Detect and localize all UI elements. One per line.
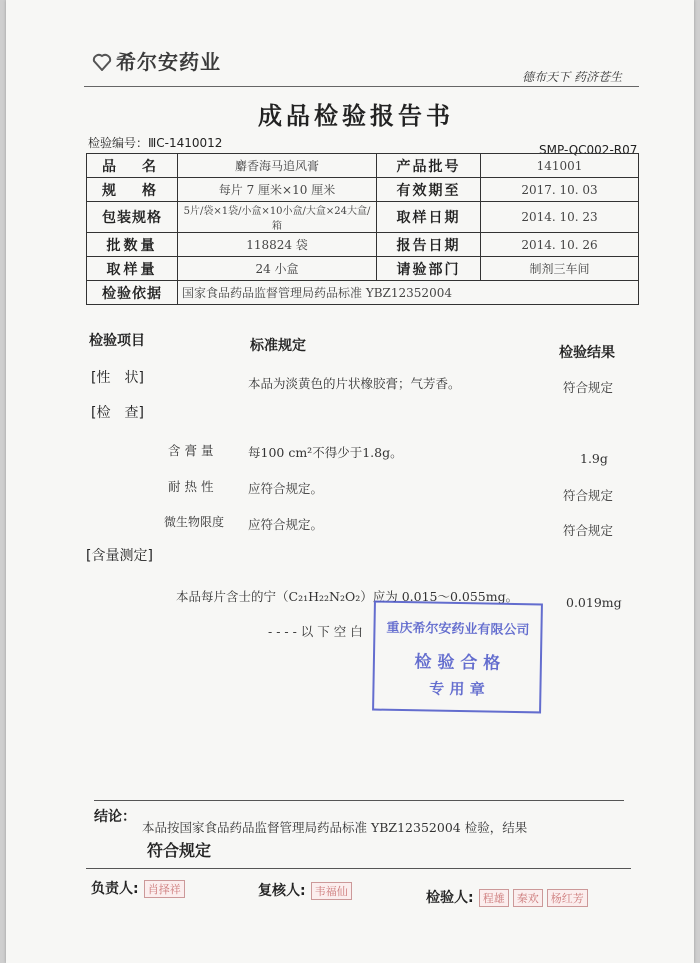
appearance-result: 符合规定 <box>563 380 614 395</box>
reviewer-signature <box>258 880 356 900</box>
table-row <box>87 257 639 281</box>
responsible-name: 肖择祥 <box>144 880 185 898</box>
content-std: 每100 cm²不得少于1.8g。 <box>248 445 403 460</box>
basis-label: 检验依据 <box>87 281 178 305</box>
report-number-value: ⅢC-1410012 <box>148 136 223 150</box>
table-row <box>87 281 639 305</box>
inspector-name-1: 程雄 <box>479 889 509 907</box>
heart-logo-icon <box>92 53 112 71</box>
table-row <box>87 178 639 202</box>
stamp-company: 重庆希尔安药业有限公司 <box>386 620 530 639</box>
inspector-name-2: 秦欢 <box>513 889 543 907</box>
appearance-label: [性 状] <box>91 370 144 386</box>
appearance-std: 本品为淡黄色的片状橡胶膏；气芳香。 <box>248 376 461 391</box>
conclusion-text: 本品按国家食品药品监督管理局药品标准 YBZ12352004 检验，结果 <box>142 820 528 835</box>
report-date-label: 报告日期 <box>377 233 481 257</box>
check-label: [检 查] <box>91 405 144 421</box>
table-row <box>87 154 639 178</box>
batch-label: 产品批号 <box>377 154 481 178</box>
page-title: 成品检验报告书 <box>258 102 454 130</box>
header-divider <box>84 86 639 87</box>
table-row <box>87 202 639 233</box>
conclusion-verdict: 符合规定 <box>147 841 212 860</box>
name-value: 麝香海马追风膏 <box>178 154 377 178</box>
qty-value: 118824 袋 <box>178 233 377 257</box>
assay-label: [含量测定] <box>86 548 153 564</box>
assay-std: 本品每片含士的宁（C₂₁H₂₂N₂O₂）应为 0.015～0.055mg。 <box>176 589 519 604</box>
inspector-name-3: 杨红芳 <box>547 889 588 907</box>
micro-std: 应符合规定。 <box>248 517 324 532</box>
stamp-pass: 检 验 合 格 <box>414 652 501 674</box>
sample-qty-value: 24 小盒 <box>178 257 377 281</box>
micro-label: 微生物限度 <box>164 515 225 529</box>
dept-label: 请验部门 <box>377 257 481 281</box>
name-label: 品 名 <box>87 154 178 178</box>
blank-line: - - - - 以 下 空 白 <box>268 624 363 639</box>
col-std-header: 标准规定 <box>250 338 306 354</box>
sample-date-label: 取样日期 <box>377 202 481 233</box>
spec-label: 规 格 <box>87 178 178 202</box>
micro-result: 符合规定 <box>563 523 614 538</box>
report-date-value: 2014. 10. 26 <box>481 233 639 257</box>
dept-value: 制剂三车间 <box>481 257 639 281</box>
expiry-value: 2017. 10. 03 <box>481 178 639 202</box>
basis-value: 国家食品药品监督管理局药品标准 YBZ12352004 <box>178 281 639 305</box>
inspector-label: 检验人: <box>426 890 474 906</box>
heat-label: 耐 热 性 <box>168 479 214 494</box>
slogan: 德布天下 药济苍生 <box>522 70 622 84</box>
inspection-stamp <box>372 601 543 714</box>
col-item-header: 检验项目 <box>89 333 145 349</box>
batch-value: 141001 <box>481 154 639 178</box>
conclusion-divider <box>94 800 624 801</box>
report-paper <box>6 0 694 963</box>
inspector-signature <box>426 887 592 907</box>
form-code: SMP-QC002-R07 <box>539 143 638 157</box>
content-label: 含 膏 量 <box>168 443 214 458</box>
table-row <box>87 233 639 257</box>
info-table <box>86 153 639 305</box>
sample-date-value: 2014. 10. 23 <box>481 202 639 233</box>
heat-result: 符合规定 <box>563 488 614 503</box>
col-result-header: 检验结果 <box>559 345 615 361</box>
conclusion-label: 结论： <box>94 809 136 825</box>
heat-std: 应符合规定。 <box>248 481 324 496</box>
sample-qty-label: 取样量 <box>87 257 178 281</box>
signature-divider <box>86 868 631 869</box>
pack-label: 包装规格 <box>87 202 178 233</box>
spec-value: 每片 7 厘米×10 厘米 <box>178 178 377 202</box>
report-number-label: 检验编号： <box>88 136 149 150</box>
content-result: 1.9g <box>580 451 608 466</box>
reviewer-name: 韦福仙 <box>311 882 352 900</box>
qty-label: 批数量 <box>87 233 178 257</box>
assay-result: 0.019mg <box>566 595 622 610</box>
company-logo <box>92 46 221 75</box>
responsible-signature <box>91 878 189 898</box>
responsible-label: 负责人: <box>91 881 139 897</box>
pack-value: 5片/袋×1袋/小盒×10小盒/大盒×24大盒/箱 <box>178 202 377 233</box>
reviewer-label: 复核人: <box>258 883 306 899</box>
expiry-label: 有效期至 <box>377 178 481 202</box>
company-name: 希尔安药业 <box>116 50 221 74</box>
stamp-dedicated: 专 用 章 <box>429 679 485 699</box>
report-number <box>88 134 222 151</box>
